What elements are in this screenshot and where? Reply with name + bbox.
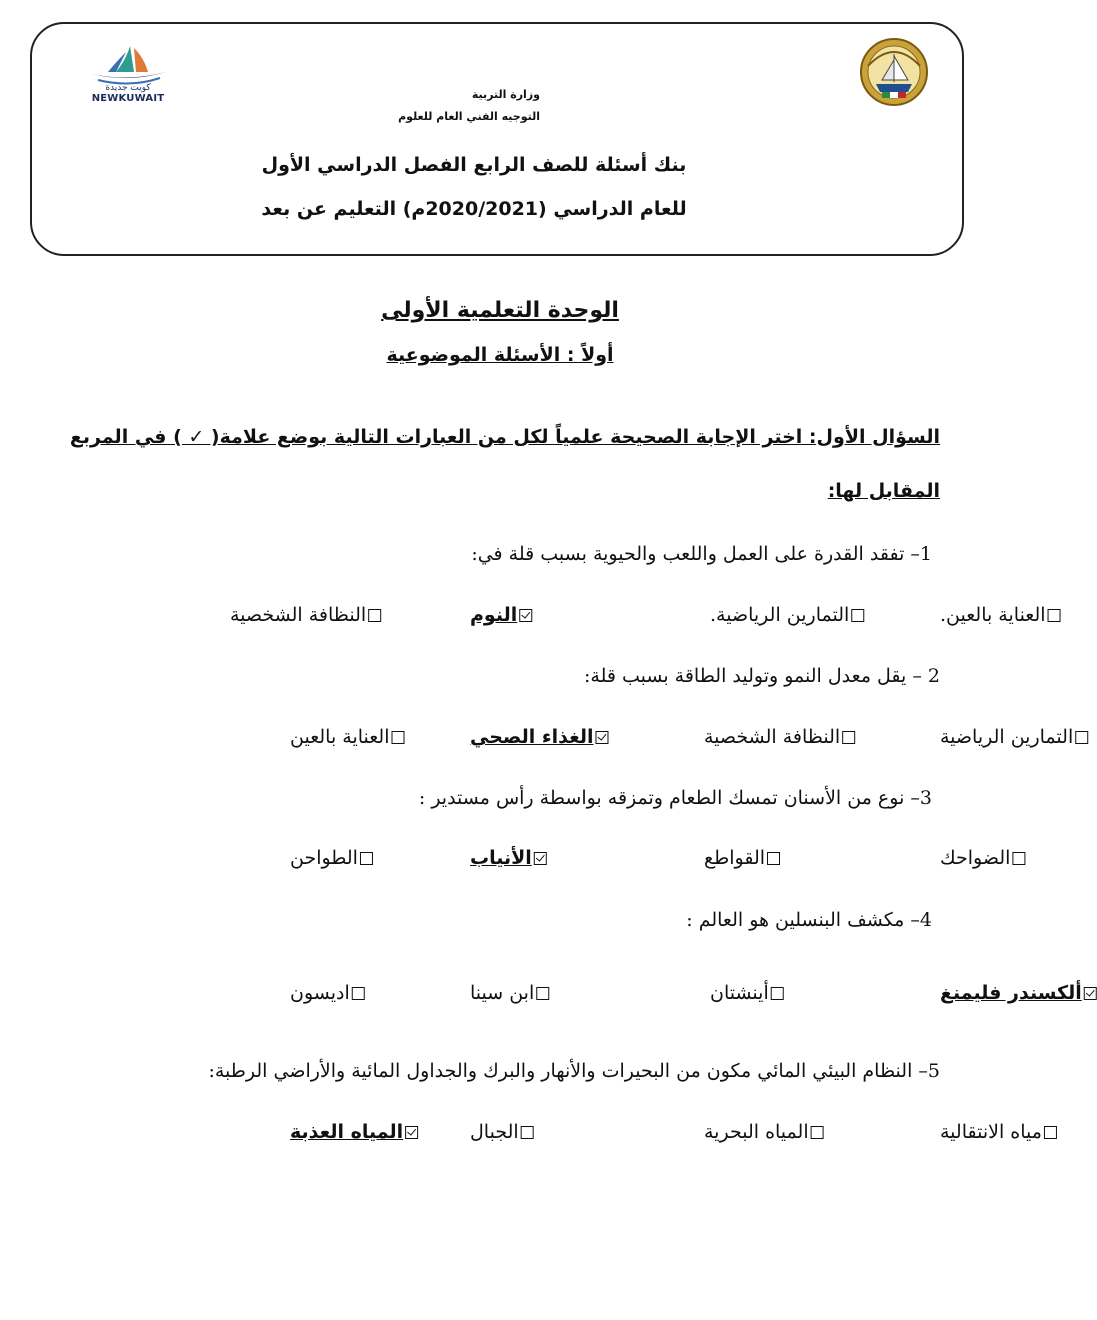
svg-text:كويت جديدة: كويت جديدة xyxy=(105,83,151,93)
question-3-option-3[interactable] xyxy=(470,847,547,869)
new-kuwait-logo-icon xyxy=(86,42,170,92)
question-4-option-4[interactable] xyxy=(290,982,365,1004)
document-title-line2: للعام الدراسي (2020/2021م) التعليم عن بعد xyxy=(261,198,687,220)
checked-checkbox-icon[interactable] xyxy=(595,731,608,744)
question-1-option-2[interactable] xyxy=(710,604,864,626)
checked-checkbox-icon[interactable] xyxy=(534,852,547,865)
document-title-line1: بنك أسئلة للصف الرابع الفصل الدراسي الأول xyxy=(261,154,687,176)
option-label: ابن سينا xyxy=(470,982,535,1004)
question-4-option-3[interactable] xyxy=(470,982,549,1004)
question-heading-line1: السؤال الأول: اختر الإجابة الصحيحة علمياً لكل من العبارات التالية بوضع علامة( ✓ ) في المربع xyxy=(69,426,940,448)
question-2-option-2[interactable] xyxy=(704,726,855,748)
question-5-option-4[interactable] xyxy=(290,1121,418,1143)
unit-title: الوحدة التعلمية الأولى xyxy=(381,298,619,323)
option-label: التمارين الرياضية xyxy=(940,726,1074,748)
question-5-option-3[interactable] xyxy=(470,1121,534,1143)
question-4-option-1[interactable] xyxy=(940,982,1097,1004)
question-4-option-2[interactable] xyxy=(710,982,784,1004)
logo-wordmark: NEWKUWAIT xyxy=(91,93,165,104)
checkbox-icon[interactable] xyxy=(811,1126,824,1139)
question-heading-line2: المقابل لها: xyxy=(827,480,940,502)
checkbox-icon[interactable] xyxy=(392,731,405,744)
option-label: النظافة الشخصية xyxy=(230,604,367,626)
section-title: أولاً : الأسئلة الموضوعية xyxy=(386,344,614,366)
option-label: الطواحن xyxy=(290,847,358,869)
option-label: المياه البحرية xyxy=(704,1121,809,1143)
department-name: التوجيه الفني العام للعلوم xyxy=(398,110,540,123)
header-box xyxy=(30,22,964,256)
new-kuwait-logo xyxy=(86,42,170,106)
option-label-correct: المياه العذبة xyxy=(290,1121,404,1143)
question-1-option-1[interactable] xyxy=(940,604,1061,626)
checkbox-icon[interactable] xyxy=(767,852,780,865)
checkbox-icon[interactable] xyxy=(352,987,365,1000)
option-label-correct: الأنياب xyxy=(470,847,532,869)
option-label: الجبال xyxy=(470,1121,519,1143)
checkbox-icon[interactable] xyxy=(1012,852,1025,865)
question-2-text: 2 – يقل معدل النمو وتوليد الطاقة بسبب قلة: xyxy=(584,665,940,687)
option-label: العناية بالعين xyxy=(290,726,390,748)
question-2-option-1[interactable] xyxy=(940,726,1088,748)
option-label: الضواحك xyxy=(940,847,1011,869)
question-3-option-1[interactable] xyxy=(940,847,1025,869)
option-label: التمارين الرياضية. xyxy=(710,604,850,626)
option-label: اديسون xyxy=(290,982,350,1004)
question-3-option-4[interactable] xyxy=(290,847,373,869)
question-4-text: 4– مكشف البنسلين هو العالم : xyxy=(686,909,932,931)
checked-checkbox-icon[interactable] xyxy=(1084,987,1097,1000)
question-5-option-1[interactable] xyxy=(940,1121,1057,1143)
question-3-option-2[interactable] xyxy=(704,847,780,869)
kuwait-emblem-icon xyxy=(858,36,930,110)
ministry-name: وزارة التربية xyxy=(471,88,540,101)
option-label: العناية بالعين. xyxy=(940,604,1046,626)
checkbox-icon[interactable] xyxy=(368,609,381,622)
option-label-correct: النوم xyxy=(470,604,518,626)
checked-checkbox-icon[interactable] xyxy=(405,1126,418,1139)
checkbox-icon[interactable] xyxy=(536,987,549,1000)
question-1-text: 1– تفقد القدرة على العمل واللعب والحيوية بسبب قلة في: xyxy=(471,543,932,565)
question-3-text: 3– نوع من الأسنان تمسك الطعام وتمزقه بواسطة رأس مستدير : xyxy=(418,787,932,809)
checkbox-icon[interactable] xyxy=(771,987,784,1000)
question-5-option-2[interactable] xyxy=(704,1121,824,1143)
question-1-option-4[interactable] xyxy=(230,604,381,626)
option-label: مياه الانتقالية xyxy=(940,1121,1042,1143)
checkbox-icon[interactable] xyxy=(1044,1126,1057,1139)
option-label-correct: الغذاء الصحي xyxy=(470,726,594,748)
question-2-option-4[interactable] xyxy=(290,726,405,748)
checkbox-icon[interactable] xyxy=(360,852,373,865)
checkbox-icon[interactable] xyxy=(842,731,855,744)
option-label: النظافة الشخصية xyxy=(704,726,841,748)
checkbox-icon[interactable] xyxy=(1048,609,1061,622)
question-2-option-3[interactable] xyxy=(470,726,608,748)
question-5-text: 5– النظام البيئي المائي مكون من البحيرات والأنهار والبرك والجداول المائية والأراضي الرطبة: xyxy=(208,1060,940,1082)
checked-checkbox-icon[interactable] xyxy=(519,609,532,622)
checkbox-icon[interactable] xyxy=(851,609,864,622)
checkbox-icon[interactable] xyxy=(1075,731,1088,744)
option-label-correct: ألكسندر فليمنغ xyxy=(940,982,1082,1004)
checkbox-icon[interactable] xyxy=(521,1126,534,1139)
question-1-option-3[interactable] xyxy=(470,604,532,626)
option-label: أينشتان xyxy=(710,982,769,1004)
option-label: القواطع xyxy=(704,847,766,869)
